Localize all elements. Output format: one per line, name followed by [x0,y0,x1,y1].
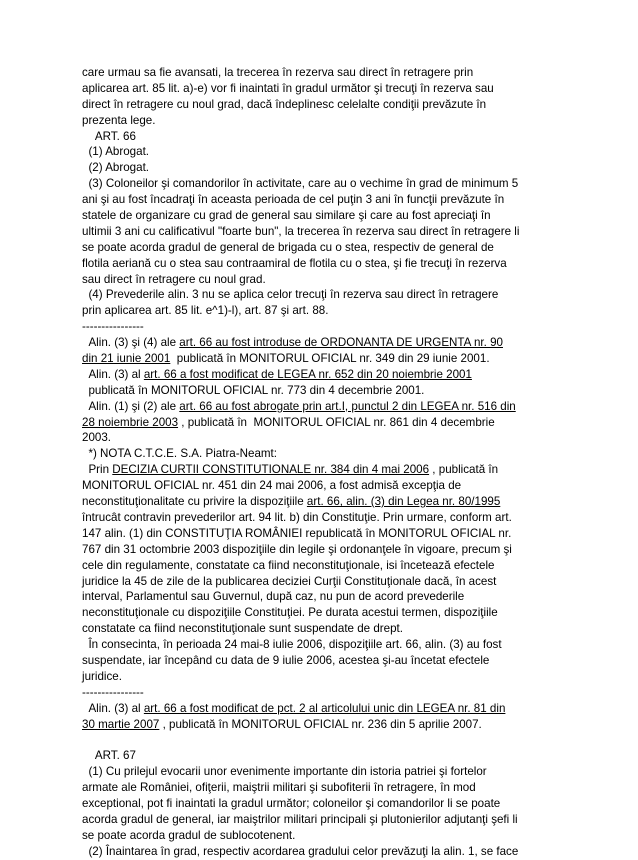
legal-reference-link[interactable]: art. 66, alin. (3) din Legea nr. 80/1995 [306,495,501,509]
text-segment: juridice la 45 de zile de la publicarea deciziei Curţii Constituţionale dacă, în acest [82,574,497,588]
text-line [82,430,546,446]
text-line [82,796,546,812]
text-segment: publicată în MONITORUL OFICIAL nr. 773 din 4 decembrie 2001. [82,383,425,397]
text-line [82,240,546,256]
text-line [82,208,546,224]
legal-reference-link[interactable]: art. 66 au fost abrogate prin art.I, punctul 2 din LEGEA nr. 516 din [179,399,516,413]
text-line [82,446,546,462]
text-line [82,81,546,97]
text-line [82,303,546,319]
text-line [82,701,546,717]
text-segment: flotila aeriană cu o stea sau contraamiral de flotila cu o stea, şi fie trecuţi în rezerva [82,256,507,270]
text-line [82,844,546,860]
text-line [82,542,546,558]
text-line [82,256,546,272]
text-segment: Alin. (3) şi (4) ale [82,336,180,350]
text-line [82,399,546,415]
text-segment: constatate ca fiind neconstituţionale sunt suspendate de drept. [82,622,403,636]
text-line [82,192,546,208]
legal-reference-link[interactable]: 30 martie 2007 [82,717,160,731]
text-segment: care urmau sa fie avansati, la trecerea în rezerva sau direct în retragere prin [82,66,474,79]
text-segment: (4) Prevederile alin. 3 nu se aplica celor trecuţi în rezerva sau direct în retragere [82,288,499,302]
text-line [82,176,546,192]
legal-reference-link[interactable]: DECIZIA CURTII CONSTITUTIONALE nr. 384 din 4 mai 2006 [112,463,430,477]
text-segment: juridice. [82,669,122,683]
text-line [82,605,546,621]
text-line [82,160,546,176]
text-line [82,574,546,590]
text-line [82,764,546,780]
document-page [82,65,546,860]
text-line [82,748,546,764]
text-segment: ultimii 3 ani cu calificativul "foarte bun", la trecerea în rezerva sau direct în retragere li [82,224,520,238]
text-line [82,717,546,733]
text-segment: suspendate, iar începând cu data de 9 iulie 2006, acestea şi-au încetat efectele [82,653,490,667]
text-line [82,367,546,383]
text-line [82,621,546,637]
text-line [82,780,546,796]
legal-reference-link[interactable]: art. 66 a fost modificat de LEGEA nr. 652 din 20 noiembrie 2001 [143,367,472,381]
text-segment: întrucât contravin prevederilor art. 94 lit. b) din Constituţie. Prin urmare, conform art. [82,510,512,524]
text-segment: MONITORUL OFICIAL nr. 451 din 24 mai 2006, a fost admisă excepţia de [82,479,462,493]
text-segment: neconstituţionale cu dispoziţiile Constituţiei. Pe durata acestui termen, dispoziţiile [82,606,498,620]
text-segment: prin aplicarea art. 85 lit. e^1)-l), art. 87 şi art. 88. [82,304,329,318]
text-segment: statele de organizare cu grad de general sau similare şi care au fost apreciaţi în [82,209,491,223]
text-line [82,144,546,160]
text-segment: sau direct în retragere cu noul grad. [82,272,266,286]
text-segment: se poate acorda gradul de sublocotenent. [82,828,296,842]
legal-reference-link[interactable]: art. 66 a fost modificat de pct. 2 al articolului unic din LEGEA nr. 81 din [143,701,506,715]
text-line [82,510,546,526]
text-segment: neconstituţionalitate cu privire la dispoziţiile [82,495,307,509]
text-line [82,319,546,335]
text-segment: (2) Înaintarea în grad, respectiv acordarea gradului celor prevăzuţi la alin. 1, se face [82,844,519,858]
text-segment: ani şi au fost încadraţi în aceasta perioada de cel puţin 3 ani în funcţii prevăzute în [82,193,505,207]
text-line [82,589,546,605]
text-segment: ---------------- [82,320,144,334]
text-segment: ---------------- [82,685,144,699]
text-line [82,494,546,510]
text-segment: ART. 66 [82,129,136,143]
text-segment: 767 din 31 octombrie 2003 dispoziţiile din legile şi ordonanţele în vigoare, precum şi [82,542,512,556]
text-segment: Alin. (3) al [82,701,144,715]
text-segment: armate ale României, ofiţerii, maiştrii militari şi subofiterii în retragere, în mod [82,781,476,795]
text-line [82,637,546,653]
text-line [82,335,546,351]
text-segment: , publicată în MONITORUL OFICIAL nr. 861 din 4 decembrie [178,415,495,429]
text-line [82,732,546,748]
text-segment: Prin [82,463,113,477]
text-line [82,415,546,431]
text-line [82,685,546,701]
text-line [82,351,546,367]
text-segment: (1) Abrogat. [82,145,150,159]
legal-reference-link[interactable]: art. 66 au fost introduse de ORDONANTA DE URGENTA nr. 90 [179,336,503,350]
legal-reference-link[interactable]: din 21 iunie 2001 [82,352,171,366]
text-segment: , publicată în MONITORUL OFICIAL nr. 236 din 5 aprilie 2007. [159,717,482,731]
text-segment: 2003. [82,431,112,445]
text-segment: se poate acorda gradul de general de brigada cu o stea, respectiv de general de [82,240,494,254]
text-line [82,97,546,113]
text-line [82,669,546,685]
text-line [82,558,546,574]
text-segment: interval, Parlamentul sau Guvernul, după caz, nu pun de acord prevederile [82,590,465,604]
text-segment: În consecinta, în perioada 24 mai-8 iulie 2006, dispoziţiile art. 66, alin. (3) au fost [82,638,502,652]
text-line [82,478,546,494]
text-segment: Alin. (3) al [82,367,144,381]
text-segment: acorda gradul de general, iar maiştrilor militari principali şi plutonierilor adjutanţi şefi li [82,812,518,826]
text-segment: cele din regulamente, constatate ca fiind neconstituţionale, isi încetează efectele [82,558,495,572]
text-segment: aplicarea art. 85 lit. a)-e) vor fi inaintati în gradul următor şi trecuţi în rezerva sau [82,81,494,95]
text-segment: (3) Coloneilor şi comandorilor în activitate, care au o vechime în grad de minimum 5 [82,177,519,191]
text-segment: *) NOTA C.T.C.E. S.A. Piatra-Neamt: [82,447,277,461]
text-segment: direct în retragere cu noul grad, dacă îndeplinesc celelalte condiţii prevăzute în [82,97,487,111]
text-line [82,129,546,145]
text-line [82,462,546,478]
text-line [82,526,546,542]
text-segment: 147 alin. (1) din CONSTITUŢIA ROMÂNIEI republicată în MONITORUL OFICIAL nr. [82,526,512,540]
text-line [82,65,546,81]
text-segment: (1) Cu prilejul evocarii unor evenimente importante din istoria patriei şi fortelor [82,765,487,779]
text-segment: Alin. (1) şi (2) ale [82,399,180,413]
text-segment: ART. 67 [82,749,136,763]
text-line [82,113,546,129]
text-segment: , publicată în [429,463,499,477]
text-line [82,224,546,240]
text-line [82,828,546,844]
text-segment: publicată în MONITORUL OFICIAL nr. 349 din 29 iunie 2001. [170,352,490,366]
text-segment: (2) Abrogat. [82,161,150,175]
text-segment: exceptional, pot fi inaintati la gradul următor; coloneilor şi comandorilor li se poate [82,796,501,810]
text-segment: prezenta lege. [82,113,156,127]
legal-reference-link[interactable]: 28 noiembrie 2003 [82,415,179,429]
text-line [82,383,546,399]
text-line [82,272,546,288]
text-line [82,653,546,669]
text-line [82,287,546,303]
text-line [82,812,546,828]
